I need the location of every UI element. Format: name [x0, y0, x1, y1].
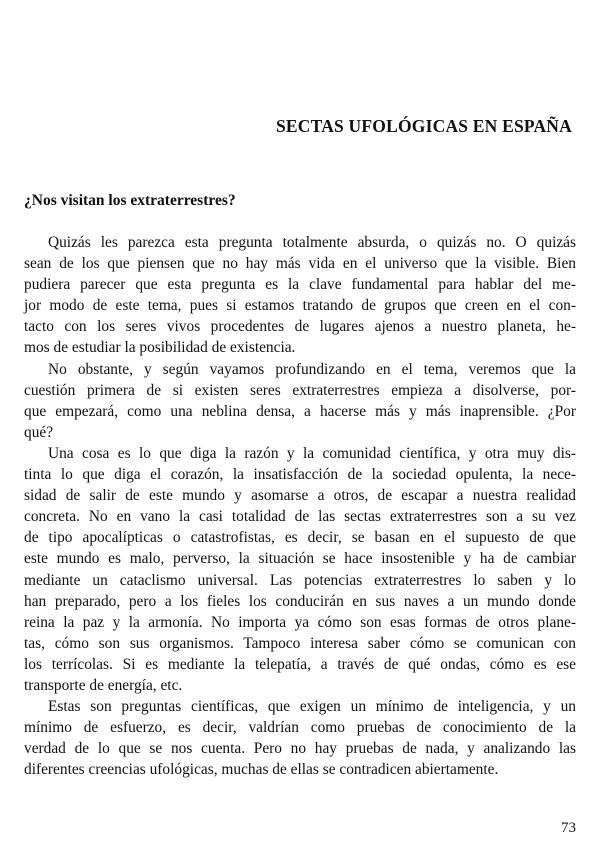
text-line: mínimo de esfuerzo, es decir, valdrían como pruebas de conocimiento de la	[24, 719, 576, 737]
text-line: qué?	[24, 423, 54, 441]
text-line: mediante un cataclismo universal. Las potencias extraterrestres lo saben y lo	[24, 571, 576, 589]
page-number: 73	[561, 820, 576, 836]
text-line: reina la paz y la armonía. No importa ya cómo son esas formas de otros plane-	[24, 613, 576, 631]
text-line: transporte de energía, etc.	[24, 676, 183, 694]
text-line: cuestión primera de si existen seres extraterrestres empieza a disolverse, por-	[24, 381, 576, 399]
paragraph	[24, 696, 576, 780]
text-line: sidad de salir de este mundo y asomarse a otros, de escapar a nuestra realidad	[24, 487, 576, 505]
text-line: han preparado, pero a los fieles los conducirán en sus naves a un mundo donde	[24, 592, 576, 610]
text-line: este mundo es malo, perverso, la situación se hace insostenible y ha de cambiar	[24, 550, 576, 568]
text-line: pudiera parecer que esta pregunta es la clave fundamental para hablar del me-	[24, 276, 576, 294]
text-line: sean de los que piensen que no hay más vida en el universo que la visible. Bien	[24, 255, 576, 273]
text-line: verdad de lo que se nos cuenta. Pero no hay pruebas de nada, y analizando las	[24, 740, 576, 758]
text-line: de tipo apocalípticas o catastrofistas, es decir, se basan en el supuesto de que	[24, 529, 576, 547]
paragraph	[24, 443, 576, 696]
text-line: Quizás les parezca esta pregunta totalmente absurda, o quizás no. O quizás	[48, 234, 576, 251]
text-line: que empezará, como una neblina densa, a hacerse más y más inaprensible. ¿Por	[24, 402, 576, 420]
section-heading: ¿Nos visitan los extraterrestres?	[24, 192, 236, 209]
paragraph	[24, 232, 576, 359]
text-line: diferentes creencias ufológicas, muchas de ellas se contradicen abiertamente.	[24, 761, 499, 779]
text-line: No obstante, y según vayamos profundizando en el tema, veremos que la	[48, 360, 576, 378]
text-line: Estas son preguntas científicas, que exigen un mínimo de inteligencia, y un	[48, 698, 576, 716]
text-line: los terrícolas. Si es mediante la telepatía, a través de qué ondas, cómo es ese	[24, 655, 576, 673]
text-line: jor modo de este tema, pues si estamos tratando de grupos que creen en el con-	[24, 297, 576, 315]
text-line: tacto con los seres vivos procedentes de lugares ajenos a nuestro planeta, he-	[24, 318, 576, 336]
paragraph	[24, 359, 576, 443]
chapter-title: SECTAS UFOLÓGICAS EN ESPAÑA	[276, 116, 572, 136]
text-line: mos de estudiar la posibilidad de existencia.	[24, 339, 296, 357]
text-line: tas, cómo son sus organismos. Tampoco interesa saber cómo se comunican con	[24, 634, 576, 652]
text-line: Una cosa es lo que diga la razón y la comunidad científica, y otra muy dis-	[48, 444, 576, 462]
text-line: tinta lo que diga el corazón, la insatisfacción de la sociedad opulenta, la nece-	[24, 466, 576, 484]
body-text	[24, 232, 576, 780]
text-line: concreta. No en vano la casi totalidad de las sectas extraterrestres son a su vez	[24, 508, 576, 526]
